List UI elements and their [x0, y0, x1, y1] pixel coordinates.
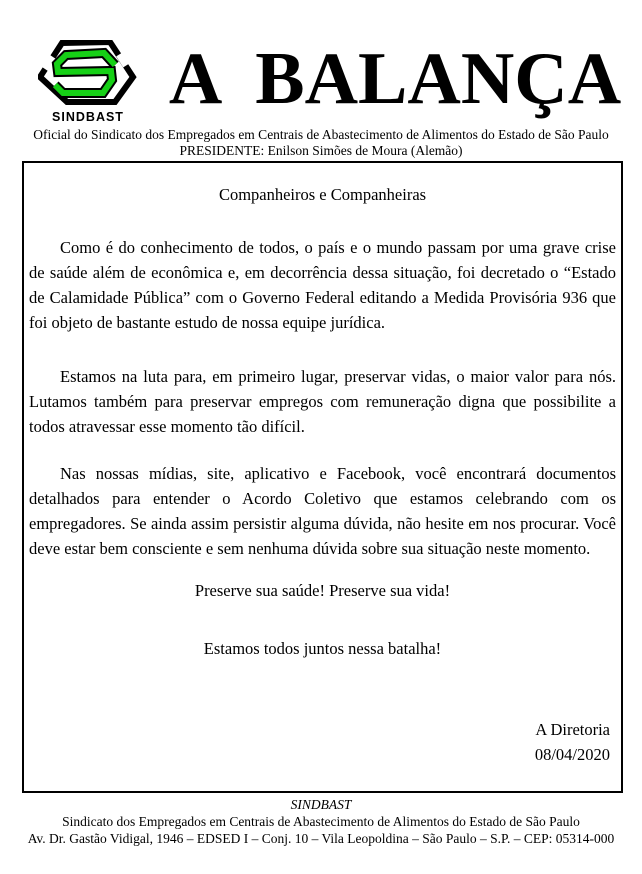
signature-block [29, 717, 616, 767]
page-title: A BALANÇA [168, 38, 622, 120]
footer-org-short: SINDBAST [290, 797, 352, 812]
paragraph-1: Como é do conhecimento de todos, o país e o mundo passam por uma grave crise de saúde além de econômica e, em decorrência dessa situação, foi decretado o “Estado de Calamidade Pública” com o Governo Federal editando a Medida Provisória 936 que foi objeto de bastante estudo de nossa equipe jurídica. [29, 238, 616, 332]
logo-label: SINDBAST [52, 110, 124, 124]
date: 08/04/2020 [534, 745, 610, 764]
subtitle-line-president: PRESIDENTE: Enilson Simões de Moura (Alemão) [179, 143, 463, 158]
signature: A Diretoria [535, 720, 610, 739]
paragraph-2: Estamos na luta para, em primeiro lugar, preservar vidas, o maior valor para nós. Lutamos também para preservar empregos com remuneração digna que possibilite a todos atravessar esse momento tão difícil. [29, 367, 616, 436]
masthead-subtitle [0, 127, 642, 159]
letter-box [22, 161, 623, 793]
sindbast-hexagon-s-icon [38, 40, 138, 108]
sindbast-logo [38, 40, 138, 126]
footer-address: Av. Dr. Gastão Vidigal, 1946 – EDSED I – Conj. 10 – Vila Leopoldina – São Paulo – S.P. – CEP: 05314-000 [27, 831, 615, 846]
footer [0, 796, 642, 847]
footer-org-full: Sindicato dos Empregados em Centrais de Abastecimento de Alimentos do Estado de São Paulo [62, 814, 580, 829]
slogan-health: Preserve sua saúde! Preserve sua vida! [194, 581, 451, 600]
subtitle-line-official: Oficial do Sindicato dos Empregados em Centrais de Abastecimento de Alimentos do Estado de São Paulo [33, 127, 609, 142]
paragraph-3: Nas nossas mídias, site, aplicativo e Facebook, você encontrará documentos detalhados para entender o Acordo Coletivo que estamos celebrando com os empregadores. Se ainda assim persistir alguma dúvida, não hesite em nos procurar. Você deve estar bem consciente e sem nenhuma dúvida sobre sua situação neste momento. [29, 464, 616, 558]
slogan-battle: Estamos todos juntos nessa batalha! [203, 639, 442, 658]
salutation: Companheiros e Companheiras [218, 185, 427, 204]
